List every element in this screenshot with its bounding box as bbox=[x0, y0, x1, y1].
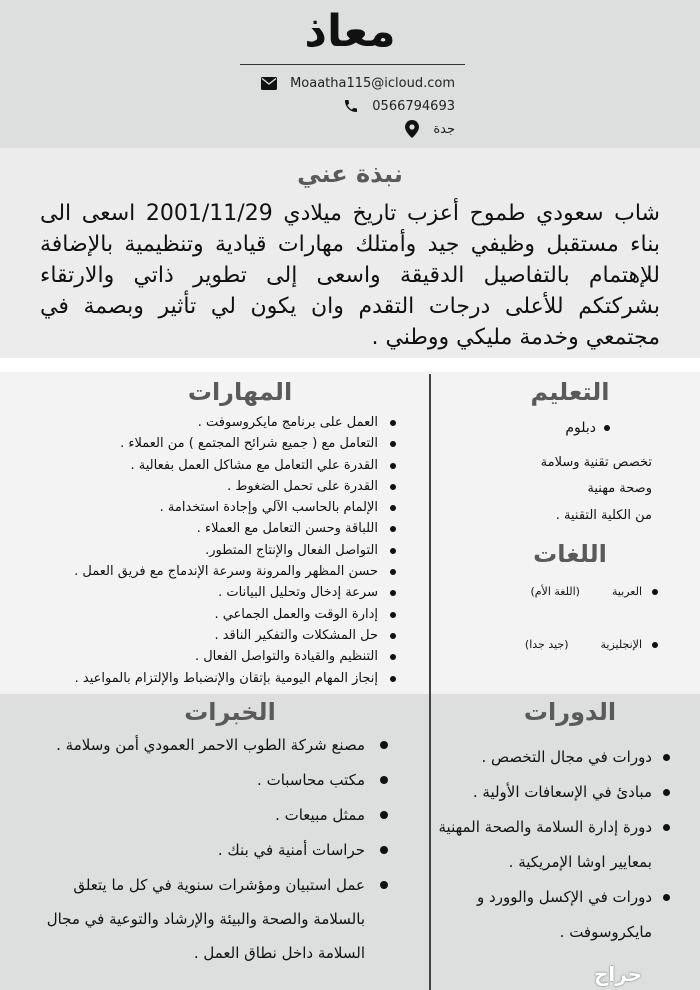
education-title: التعليم bbox=[530, 378, 610, 406]
contact-city bbox=[403, 120, 455, 138]
language-item-arabic bbox=[530, 585, 658, 598]
experience-list bbox=[30, 728, 395, 971]
gap-band bbox=[0, 358, 700, 372]
candidate-name: معاذ bbox=[304, 6, 396, 57]
language-name: العربية bbox=[611, 585, 642, 598]
experience-item: ممثل مبيعات . bbox=[30, 798, 395, 832]
education-line: من الكلية التقنية . bbox=[555, 508, 652, 523]
skill-item: القدرة علي التعامل مع مشاكل العمل بفعالية . bbox=[74, 455, 402, 476]
envelope-icon bbox=[260, 74, 278, 92]
course-item: دورات في الإكسل والوورد و مايكروسوفت . bbox=[425, 880, 670, 950]
languages-title: اللغات bbox=[533, 540, 607, 568]
experience-item: عمل استبيان ومؤشرات سنوية في كل ما يتعلق بالسلامة والصحة والبيئة والإرشاد والتوعية في مجال السلامة داخل نطاق العمل . bbox=[30, 868, 395, 970]
skill-item: التعامل مع ( جميع شرائح المجتمع ) من العملاء . bbox=[74, 433, 402, 454]
bullet-icon bbox=[652, 589, 658, 595]
course-item: مبادئ في الإسعافات الأولية . bbox=[425, 775, 670, 810]
skill-item: إنجاز المهام اليومية بإتقان والإنضباط والإلتزام بالمواعيد . bbox=[74, 668, 402, 689]
contact-phone[interactable] bbox=[342, 97, 455, 115]
bullet-icon bbox=[652, 642, 658, 648]
courses-title: الدورات bbox=[523, 698, 617, 726]
skill-item: اللباقة وحسن التعامل مع العملاء . bbox=[74, 518, 402, 539]
language-level: (جيد جدا) bbox=[524, 638, 569, 651]
about-title: نبذة عني bbox=[297, 160, 403, 188]
skill-item: إدارة الوقت والعمل الجماعي . bbox=[74, 604, 402, 625]
city-text: جدة bbox=[433, 121, 455, 137]
skill-item: القدرة على تحمل الضغوط . bbox=[74, 476, 402, 497]
skills-title: المهارات bbox=[187, 378, 293, 406]
watermark-logo: حراج bbox=[594, 962, 643, 986]
education-degree bbox=[565, 420, 610, 436]
experience-item: حراسات أمنية في بنك . bbox=[30, 833, 395, 867]
language-name: الإنجليزية bbox=[600, 638, 642, 651]
skill-item: حل المشكلات والتفكير الناقد . bbox=[74, 625, 402, 646]
email-text: Moaatha115@icloud.com bbox=[290, 75, 455, 91]
phone-icon bbox=[342, 97, 360, 115]
course-item: دورة إدارة السلامة والصحة المهنية بمعايير اوشا الإمريكية . bbox=[425, 810, 670, 880]
bullet-icon bbox=[604, 425, 610, 431]
degree-text: دبلوم bbox=[565, 420, 596, 436]
education-line: وصحة مهنية bbox=[587, 481, 652, 496]
contact-email[interactable] bbox=[260, 74, 455, 92]
course-item: دورات في مجال التخصص . bbox=[425, 740, 670, 775]
courses-list bbox=[425, 740, 670, 950]
skill-item: الإلمام بالحاسب الآلي وإجادة استخدامة . bbox=[74, 497, 402, 518]
skill-item: التنظيم والقيادة والتواصل الفعال . bbox=[74, 646, 402, 667]
language-level: (اللغة الأم) bbox=[530, 585, 580, 598]
phone-text: 0566794693 bbox=[372, 98, 455, 114]
experience-item: مصنع شركة الطوب الاحمر العمودي أمن وسلامة . bbox=[30, 728, 395, 762]
location-pin-icon bbox=[403, 120, 421, 138]
about-text: شاب سعودي طموح أعزب تاريخ ميلادي 2001/11/29 اسعى الى بناء مستقبل وظيفي جيد وأمتلك مهارات قيادية وتنظيمية بالإضافة للإهتمام بالتفاصيل الدقيقة واسعى إلى تطوير ذاتي والارتقاء بشركتكم للأعلى درجات التقدم وان يكون لي تأثير وبصمة في مجتمعي وخدمة مليكي ووطني . bbox=[40, 201, 660, 350]
name-divider bbox=[240, 64, 465, 65]
education-line: تخصص تقنية وسلامة bbox=[540, 455, 652, 470]
experience-item: مكتب محاسبات . bbox=[30, 763, 395, 797]
skill-item: سرعة إدخال وتحليل البيانات . bbox=[74, 582, 402, 603]
experience-title: الخبرات bbox=[184, 698, 276, 726]
skill-item: التواصل الفعال والإنتاج المتطور. bbox=[74, 540, 402, 561]
skill-item: حسن المظهر والمرونة وسرعة الإندماج مع فريق العمل . bbox=[74, 561, 402, 582]
language-item-english bbox=[525, 638, 658, 651]
skill-item: العمل على برنامج مايكروسوفت . bbox=[74, 412, 402, 433]
skills-list bbox=[74, 412, 402, 689]
